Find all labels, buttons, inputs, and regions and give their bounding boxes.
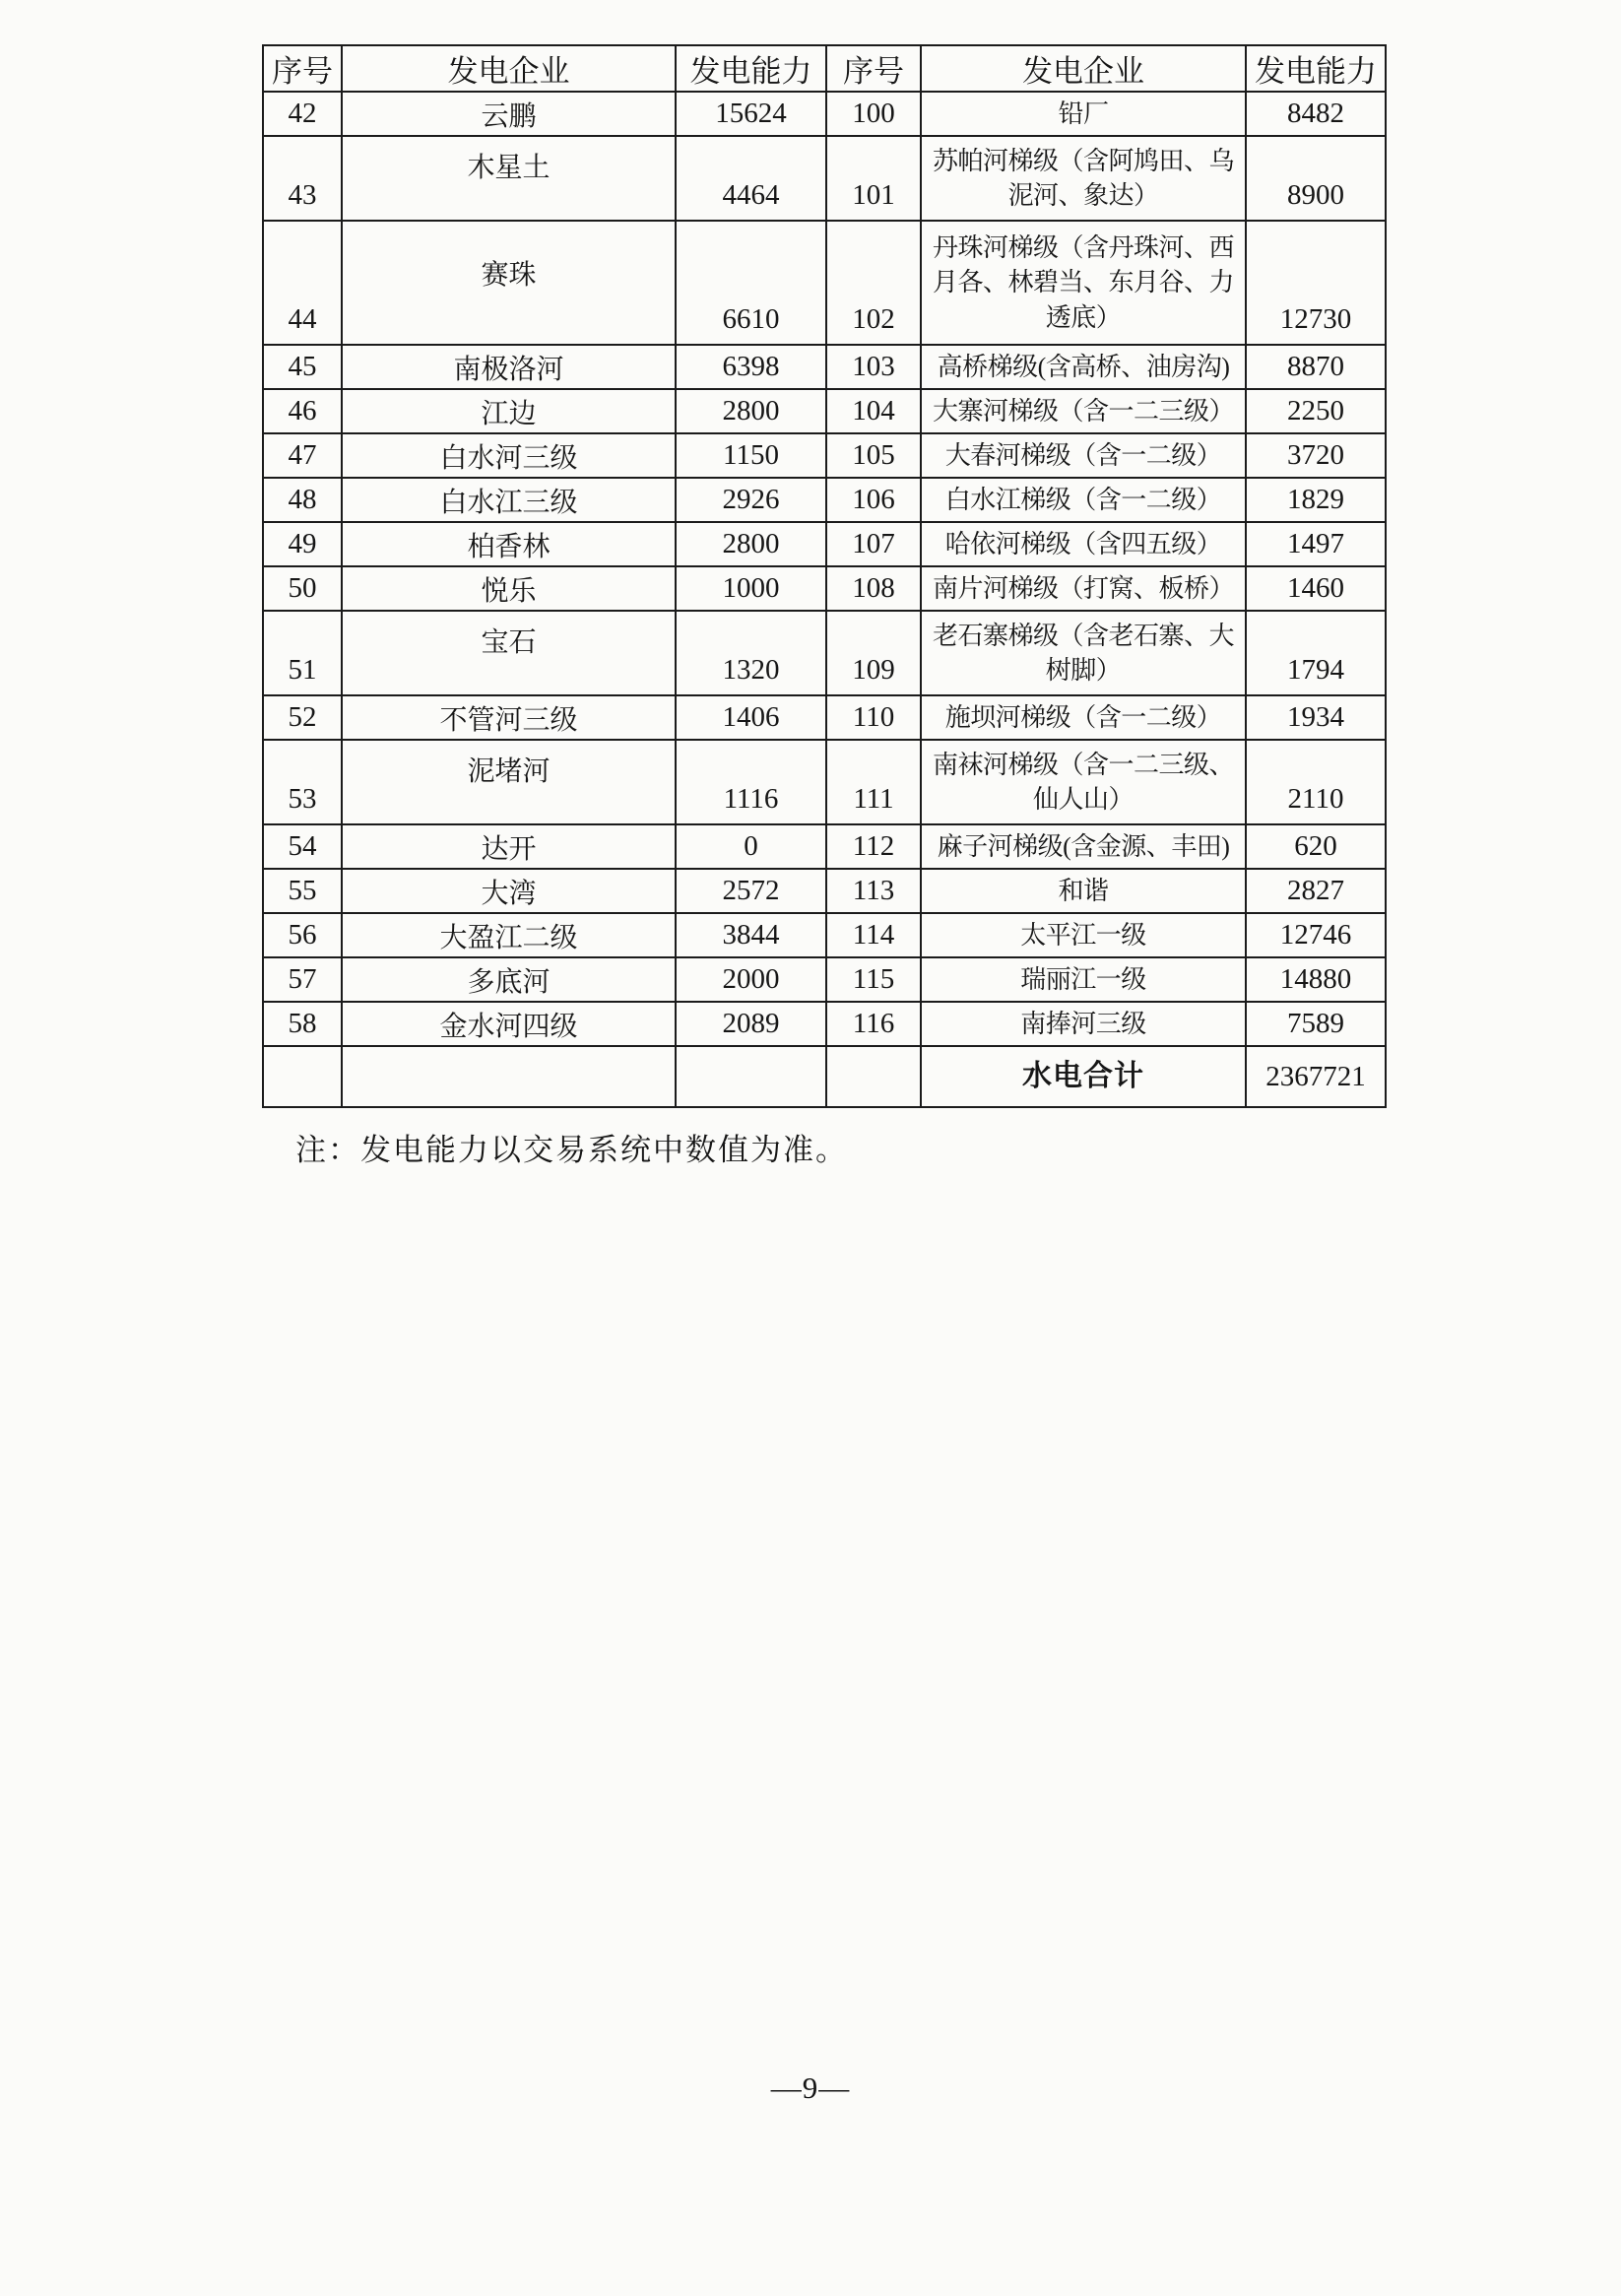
serial-number-cell — [263, 1046, 342, 1107]
serial-number-cell: 43 — [263, 136, 342, 221]
enterprise-name-cell: 达开 — [342, 824, 676, 869]
serial-number-cell: 50 — [263, 566, 342, 611]
serial-number-cell: 107 — [826, 522, 921, 566]
enterprise-name-cell: 太平江一级 — [921, 913, 1246, 957]
capacity-cell: 1150 — [676, 433, 826, 478]
enterprise-name-cell: 云鹏 — [342, 92, 676, 136]
enterprise-name-cell: 泥堵河 — [342, 740, 676, 824]
enterprise-name-cell: 不管河三级 — [342, 695, 676, 740]
capacity-cell: 1934 — [1246, 695, 1386, 740]
capacity-cell: 2367721 — [1246, 1046, 1386, 1107]
capacity-cell: 1794 — [1246, 611, 1386, 695]
generation-capacity-table — [262, 44, 1387, 1108]
capacity-cell: 1116 — [676, 740, 826, 824]
capacity-cell: 12746 — [1246, 913, 1386, 957]
serial-number-cell: 101 — [826, 136, 921, 221]
capacity-cell: 8900 — [1246, 136, 1386, 221]
capacity-cell: 2000 — [676, 957, 826, 1002]
capacity-cell: 1406 — [676, 695, 826, 740]
enterprise-name-cell: 木星土 — [342, 136, 676, 221]
capacity-cell: 3844 — [676, 913, 826, 957]
enterprise-name-cell: 瑞丽江一级 — [921, 957, 1246, 1002]
capacity-cell — [676, 1046, 826, 1107]
column-header-enterprise-right: 发电企业 — [921, 45, 1246, 92]
column-header-serial-left: 序号 — [263, 45, 342, 92]
enterprise-name-cell: 和谐 — [921, 869, 1246, 913]
enterprise-name-cell: 高桥梯级(含高桥、油房沟) — [921, 345, 1246, 389]
capacity-cell: 2250 — [1246, 389, 1386, 433]
enterprise-name-cell: 悦乐 — [342, 566, 676, 611]
serial-number-cell: 111 — [826, 740, 921, 824]
serial-number-cell: 58 — [263, 1002, 342, 1046]
capacity-cell: 1497 — [1246, 522, 1386, 566]
serial-number-cell: 45 — [263, 345, 342, 389]
enterprise-name-cell: 白水江梯级（含一二级） — [921, 478, 1246, 522]
enterprise-name-cell: 苏帕河梯级（含阿鸠田、乌泥河、象达） — [921, 136, 1246, 221]
enterprise-name-cell: 南袜河梯级（含一二三级、仙人山） — [921, 740, 1246, 824]
enterprise-name-cell: 哈依河梯级（含四五级） — [921, 522, 1246, 566]
enterprise-name-cell: 金水河四级 — [342, 1002, 676, 1046]
serial-number-cell: 42 — [263, 92, 342, 136]
capacity-cell: 8482 — [1246, 92, 1386, 136]
serial-number-cell: 116 — [826, 1002, 921, 1046]
serial-number-cell: 108 — [826, 566, 921, 611]
serial-number-cell: 106 — [826, 478, 921, 522]
enterprise-name-cell: 大春河梯级（含一二级） — [921, 433, 1246, 478]
capacity-cell: 2089 — [676, 1002, 826, 1046]
capacity-cell: 7589 — [1246, 1002, 1386, 1046]
enterprise-name-cell: 麻子河梯级(含金源、丰田) — [921, 824, 1246, 869]
serial-number-cell: 48 — [263, 478, 342, 522]
enterprise-name-cell: 铅厂 — [921, 92, 1246, 136]
column-header-capacity-right: 发电能力 — [1246, 45, 1386, 92]
table-row — [263, 957, 1386, 1002]
capacity-cell: 620 — [1246, 824, 1386, 869]
capacity-cell: 2110 — [1246, 740, 1386, 824]
serial-number-cell: 114 — [826, 913, 921, 957]
capacity-cell: 0 — [676, 824, 826, 869]
serial-number-cell: 109 — [826, 611, 921, 695]
enterprise-name-cell: 施坝河梯级（含一二级） — [921, 695, 1246, 740]
serial-number-cell — [826, 1046, 921, 1107]
enterprise-name-cell: 水电合计 — [921, 1046, 1246, 1107]
enterprise-name-cell: 南极洛河 — [342, 345, 676, 389]
serial-number-cell: 104 — [826, 389, 921, 433]
serial-number-cell: 112 — [826, 824, 921, 869]
capacity-cell: 12730 — [1246, 221, 1386, 345]
table-row — [263, 695, 1386, 740]
capacity-cell: 15624 — [676, 92, 826, 136]
capacity-cell: 2827 — [1246, 869, 1386, 913]
serial-number-cell: 46 — [263, 389, 342, 433]
capacity-cell: 14880 — [1246, 957, 1386, 1002]
table-row — [263, 389, 1386, 433]
page-number: —9— — [770, 2070, 851, 2105]
serial-number-cell: 113 — [826, 869, 921, 913]
serial-number-cell: 44 — [263, 221, 342, 345]
table-row — [263, 522, 1386, 566]
serial-number-cell: 110 — [826, 695, 921, 740]
enterprise-name-cell: 南片河梯级（打窝、板桥） — [921, 566, 1246, 611]
table-row — [263, 611, 1386, 695]
serial-number-cell: 56 — [263, 913, 342, 957]
table-row — [263, 913, 1386, 957]
enterprise-name-cell: 南捧河三级 — [921, 1002, 1246, 1046]
enterprise-name-cell: 多底河 — [342, 957, 676, 1002]
serial-number-cell: 102 — [826, 221, 921, 345]
enterprise-name-cell: 白水江三级 — [342, 478, 676, 522]
capacity-cell: 6610 — [676, 221, 826, 345]
capacity-cell: 2926 — [676, 478, 826, 522]
column-header-capacity-left: 发电能力 — [676, 45, 826, 92]
column-header-enterprise-left: 发电企业 — [342, 45, 676, 92]
table-row — [263, 869, 1386, 913]
enterprise-name-cell: 宝石 — [342, 611, 676, 695]
capacity-cell: 4464 — [676, 136, 826, 221]
serial-number-cell: 57 — [263, 957, 342, 1002]
table-row — [263, 1046, 1386, 1107]
serial-number-cell: 53 — [263, 740, 342, 824]
capacity-cell: 6398 — [676, 345, 826, 389]
enterprise-name-cell: 赛珠 — [342, 221, 676, 345]
table-row — [263, 221, 1386, 345]
serial-number-cell: 47 — [263, 433, 342, 478]
table-row — [263, 136, 1386, 221]
table-row — [263, 433, 1386, 478]
enterprise-name-cell — [342, 1046, 676, 1107]
serial-number-cell: 115 — [826, 957, 921, 1002]
table-row — [263, 740, 1386, 824]
serial-number-cell: 103 — [826, 345, 921, 389]
table-row — [263, 566, 1386, 611]
capacity-cell: 1460 — [1246, 566, 1386, 611]
enterprise-name-cell: 大盈江二级 — [342, 913, 676, 957]
enterprise-name-cell: 大湾 — [342, 869, 676, 913]
enterprise-name-cell: 江边 — [342, 389, 676, 433]
serial-number-cell: 105 — [826, 433, 921, 478]
table-row — [263, 824, 1386, 869]
capacity-cell: 1000 — [676, 566, 826, 611]
serial-number-cell: 54 — [263, 824, 342, 869]
table-row — [263, 1002, 1386, 1046]
enterprise-name-cell: 大寨河梯级（含一二三级） — [921, 389, 1246, 433]
capacity-cell: 1320 — [676, 611, 826, 695]
capacity-cell: 2800 — [676, 522, 826, 566]
enterprise-name-cell: 白水河三级 — [342, 433, 676, 478]
serial-number-cell: 100 — [826, 92, 921, 136]
table-row — [263, 92, 1386, 136]
table-header-row — [263, 45, 1386, 92]
capacity-cell: 3720 — [1246, 433, 1386, 478]
serial-number-cell: 49 — [263, 522, 342, 566]
enterprise-name-cell: 丹珠河梯级（含丹珠河、西月各、林碧当、东月谷、力透底） — [921, 221, 1246, 345]
table-row — [263, 345, 1386, 389]
footnote: 注：发电能力以交易系统中数值为准。 — [295, 1133, 848, 1167]
serial-number-cell: 52 — [263, 695, 342, 740]
column-header-serial-right: 序号 — [826, 45, 921, 92]
serial-number-cell: 51 — [263, 611, 342, 695]
capacity-cell: 1829 — [1246, 478, 1386, 522]
capacity-cell: 8870 — [1246, 345, 1386, 389]
capacity-cell: 2572 — [676, 869, 826, 913]
capacity-cell: 2800 — [676, 389, 826, 433]
serial-number-cell: 55 — [263, 869, 342, 913]
enterprise-name-cell: 老石寨梯级（含老石寨、大树脚） — [921, 611, 1246, 695]
table-row — [263, 478, 1386, 522]
enterprise-name-cell: 柏香林 — [342, 522, 676, 566]
